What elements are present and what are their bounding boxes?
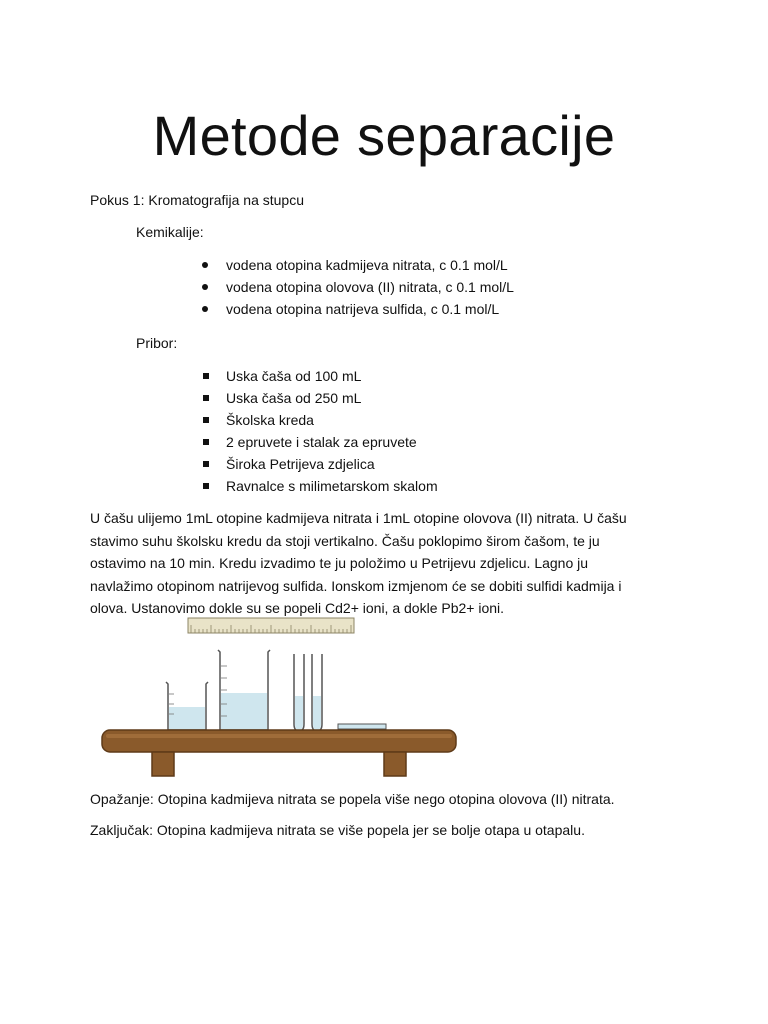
bullet-square-icon [203,483,209,489]
list-item [200,387,438,409]
equipment-heading: Pribor: [136,335,178,351]
procedure-line: U čašu ulijemo 1mL otopine kadmijeva nitrata i 1mL otopine olovova (II) nitrata. U čašu [90,510,627,526]
list-item [200,475,438,497]
test-tube-icon [312,654,322,731]
bullet-square-icon [203,461,209,467]
equipment-item-label: Školska kreda [226,412,314,428]
ruler-icon [188,618,354,633]
procedure-paragraph [90,507,690,620]
small-beaker-icon [166,682,208,730]
bullet-dot-icon [202,262,208,268]
procedure-line: stavimo suhu školsku kredu da stoji vertikalno. Čašu poklopimo širom čašom, te ju [90,532,600,549]
procedure-line: navlažimo otopinom natrijevog sulfida. Ionskom izmjenom će se dobiti sulfidi kadmija i [90,577,622,594]
list-item [200,365,438,387]
page-title: Metode separacije [152,104,616,167]
procedure-line: olova. Ustanovimo dokle su se popeli Cd2+ ioni, a dokle Pb2+ ioni. [90,600,505,616]
bullet-dot-icon [202,306,208,312]
conclusion-text: Zaključak: Otopina kadmijeva nitrata se više popela jer se bolje otapa u otapalu. [90,822,585,838]
bullet-square-icon [203,373,209,379]
procedure-line: ostavimo na 10 min. Kredu izvadimo te ju položimo u Petrijevu zdjelicu. Lagno ju [90,555,589,571]
list-item [200,254,514,276]
test-tube-icon [294,654,304,731]
petri-dish-icon [338,724,386,729]
equipment-item-label: Ravnalce s milimetarskom skalom [226,478,438,494]
chemical-item-label: vodena otopina kadmijeva nitrata, c 0.1 mol/L [226,257,508,273]
experiment-heading: Pokus 1: Kromatografija na stupcu [90,192,305,208]
equipment-item-label: Uska čaša od 100 mL [226,368,362,384]
list-item [200,431,438,453]
list-item [200,276,514,298]
bullet-square-icon [203,439,209,445]
chemical-item-label: vodena otopina natrijeva sulfida, c 0.1 mol/L [226,301,500,317]
tall-beaker-icon [218,650,270,730]
wooden-stand-icon [102,730,456,776]
list-item [200,298,514,320]
list-item [200,453,438,475]
equipment-list [200,365,438,497]
bullet-dot-icon [202,284,208,290]
chemicals-heading: Kemikalije: [136,224,204,240]
equipment-item-label: Široka Petrijeva zdjelica [226,456,375,472]
list-item [200,409,438,431]
chemical-item-label: vodena otopina olovova (II) nitrata, c 0.1 mol/L [226,279,514,295]
observation-text: Opažanje: Otopina kadmijeva nitrata se popela više nego otopina olovova (II) nitrata. [90,791,615,807]
lab-apparatus-illustration [100,614,460,780]
chemicals-list [200,254,514,320]
bullet-square-icon [203,417,209,423]
equipment-item-label: 2 epruvete i stalak za epruvete [226,434,417,450]
bullet-square-icon [203,395,209,401]
equipment-item-label: Uska čaša od 250 mL [226,390,362,406]
